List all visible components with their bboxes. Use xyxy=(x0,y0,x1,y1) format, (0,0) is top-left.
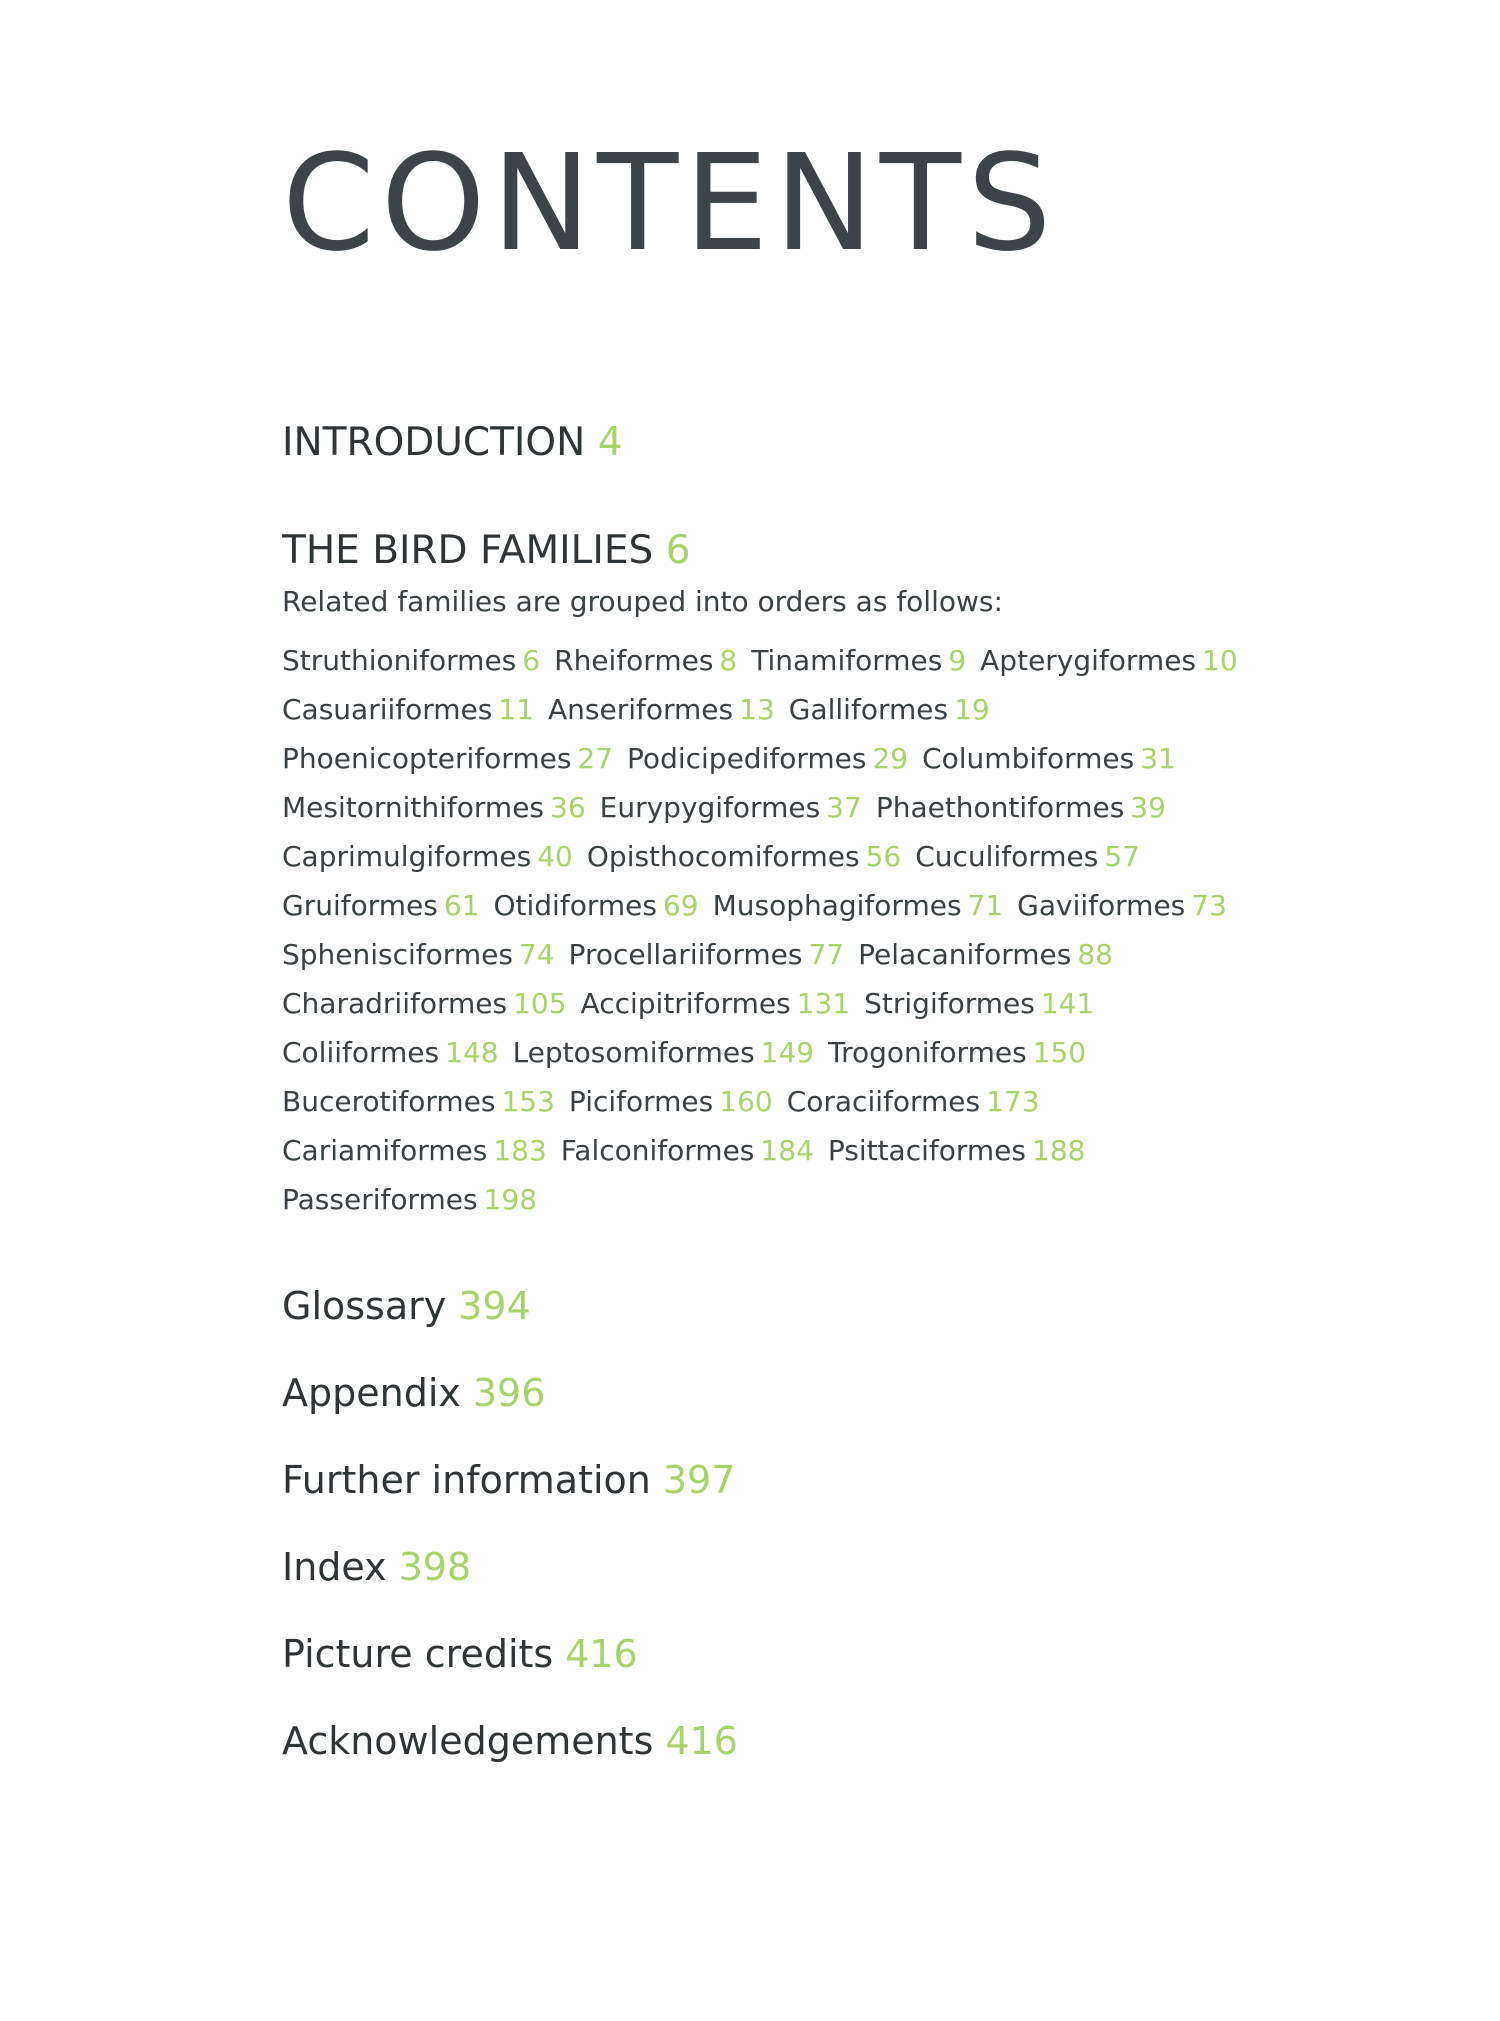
order-entry[interactable] xyxy=(627,742,908,775)
order-entry[interactable] xyxy=(864,987,1094,1020)
order-page-number: 31 xyxy=(1140,742,1176,775)
order-name: Gruiformes xyxy=(282,889,438,922)
back-matter-label: Acknowledgements xyxy=(282,1719,654,1763)
back-matter-entry[interactable] xyxy=(282,1455,738,1542)
order-line xyxy=(282,1175,1462,1224)
order-name: Podicipediformes xyxy=(627,742,867,775)
order-name: Accipitriformes xyxy=(580,987,791,1020)
order-name: Casuariiformes xyxy=(282,693,493,726)
order-line xyxy=(282,783,1462,832)
back-matter-page-number: 416 xyxy=(665,1719,738,1763)
order-entry[interactable] xyxy=(282,644,540,677)
order-page-number: 198 xyxy=(483,1183,538,1216)
order-line xyxy=(282,881,1462,930)
order-page-number: 6 xyxy=(522,644,541,677)
order-entry[interactable] xyxy=(587,840,901,873)
order-name: Rheiformes xyxy=(554,644,714,677)
order-entry[interactable] xyxy=(569,938,845,971)
order-entry[interactable] xyxy=(858,938,1113,971)
order-page-number: 183 xyxy=(493,1134,547,1167)
order-name: Sphenisciformes xyxy=(282,938,513,971)
order-page-number: 40 xyxy=(537,840,573,873)
back-matter-label: Index xyxy=(282,1545,387,1589)
order-name: Columbiformes xyxy=(922,742,1135,775)
order-name: Struthioniformes xyxy=(282,644,517,677)
order-name: Coraciiformes xyxy=(786,1085,981,1118)
order-name: Trogoniformes xyxy=(828,1036,1027,1069)
order-page-number: 160 xyxy=(719,1085,773,1118)
introduction-entry[interactable] xyxy=(282,420,623,465)
order-entry[interactable] xyxy=(282,938,555,971)
back-matter-page-number: 396 xyxy=(472,1371,546,1415)
order-line xyxy=(282,979,1462,1028)
back-matter-entry[interactable] xyxy=(282,1281,738,1368)
order-entry[interactable] xyxy=(513,1036,815,1069)
order-entry[interactable] xyxy=(282,889,479,922)
back-matter-page-number: 416 xyxy=(565,1632,638,1676)
order-line xyxy=(282,685,1462,734)
order-page-number: 69 xyxy=(662,889,699,922)
order-page-number: 105 xyxy=(513,987,567,1020)
order-entry[interactable] xyxy=(787,1085,1040,1118)
order-line xyxy=(282,832,1462,881)
order-name: Mesitornithiformes xyxy=(282,791,545,824)
order-page-number: 184 xyxy=(760,1134,814,1167)
order-name: Strigiformes xyxy=(864,987,1035,1020)
back-matter-label: Picture credits xyxy=(282,1632,554,1676)
introduction-page-number: 4 xyxy=(597,420,623,465)
back-matter-label: Further information xyxy=(282,1458,651,1502)
order-page-number: 27 xyxy=(577,742,614,775)
order-name: Charadriiformes xyxy=(282,987,508,1020)
order-name: Passeriformes xyxy=(282,1183,478,1216)
order-line xyxy=(282,734,1462,783)
order-page-number: 74 xyxy=(518,938,555,971)
order-entry[interactable] xyxy=(282,987,567,1020)
order-entry[interactable] xyxy=(581,987,851,1020)
order-entry[interactable] xyxy=(828,1036,1086,1069)
order-page-number: 173 xyxy=(986,1085,1040,1118)
order-entry[interactable] xyxy=(282,693,534,726)
bird-families-entry[interactable] xyxy=(282,528,691,573)
introduction-label: INTRODUCTION xyxy=(282,420,586,465)
page-title: CONTENTS xyxy=(282,127,1058,281)
order-page-number: 13 xyxy=(739,693,775,726)
order-page-number: 77 xyxy=(808,938,845,971)
order-page-number: 19 xyxy=(954,693,990,726)
back-matter-page-number: 398 xyxy=(398,1545,472,1589)
order-name: Tinamiformes xyxy=(751,644,943,677)
order-line xyxy=(282,930,1462,979)
order-page-number: 29 xyxy=(872,742,909,775)
order-name: Galliformes xyxy=(788,693,949,726)
order-entry[interactable] xyxy=(713,889,1004,922)
order-entry[interactable] xyxy=(548,693,775,726)
orders-list xyxy=(282,636,1462,1224)
order-entry[interactable] xyxy=(980,644,1238,677)
bird-families-page-number: 6 xyxy=(665,528,691,573)
order-line xyxy=(282,1126,1462,1175)
order-name: Phoenicopteriformes xyxy=(282,742,572,775)
order-page-number: 73 xyxy=(1191,889,1227,922)
order-name: Opisthocomiformes xyxy=(586,840,860,873)
order-entry[interactable] xyxy=(915,840,1140,873)
order-entry[interactable] xyxy=(282,840,573,873)
back-matter-list xyxy=(282,1281,738,1803)
order-entry[interactable] xyxy=(554,644,737,677)
order-page-number: 37 xyxy=(826,791,862,824)
order-name: Apterygiformes xyxy=(980,644,1197,677)
orders-subtitle: Related families are grouped into orders as follows: xyxy=(282,585,1003,618)
order-page-number: 61 xyxy=(443,889,480,922)
order-page-number: 141 xyxy=(1040,987,1095,1020)
order-page-number: 188 xyxy=(1032,1134,1086,1167)
order-page-number: 56 xyxy=(865,840,902,873)
order-line xyxy=(282,1077,1462,1126)
order-page-number: 150 xyxy=(1032,1036,1087,1069)
order-name: Eurypygiformes xyxy=(599,791,821,824)
back-matter-page-number: 397 xyxy=(662,1458,736,1502)
back-matter-page-number: 394 xyxy=(458,1284,531,1328)
order-entry[interactable] xyxy=(493,889,698,922)
order-page-number: 10 xyxy=(1202,644,1238,677)
order-name: Anseriformes xyxy=(548,693,734,726)
order-name: Musophagiformes xyxy=(712,889,962,922)
back-matter-label: Glossary xyxy=(282,1284,447,1328)
order-page-number: 36 xyxy=(550,791,586,824)
order-page-number: 39 xyxy=(1130,791,1166,824)
order-page-number: 149 xyxy=(760,1036,815,1069)
order-entry[interactable] xyxy=(1017,889,1227,922)
order-line xyxy=(282,636,1462,685)
back-matter-entry[interactable] xyxy=(282,1368,738,1455)
order-name: Bucerotiformes xyxy=(282,1085,496,1118)
back-matter-entry[interactable] xyxy=(282,1716,738,1803)
order-page-number: 8 xyxy=(719,644,738,677)
order-name: Procellariiformes xyxy=(568,938,803,971)
order-entry[interactable] xyxy=(922,742,1176,775)
order-entry[interactable] xyxy=(751,644,966,677)
order-page-number: 88 xyxy=(1077,938,1113,971)
order-entry[interactable] xyxy=(282,742,613,775)
order-name: Piciformes xyxy=(568,1085,714,1118)
order-entry[interactable] xyxy=(569,1085,773,1118)
order-name: Psittaciformes xyxy=(827,1134,1026,1167)
order-name: Leptosomiformes xyxy=(512,1036,755,1069)
order-entry[interactable] xyxy=(282,791,586,824)
order-entry[interactable] xyxy=(282,1183,537,1216)
order-name: Coliiformes xyxy=(282,1036,440,1069)
order-entry[interactable] xyxy=(828,1134,1086,1167)
order-name: Cariamiformes xyxy=(282,1134,488,1167)
order-name: Otidiformes xyxy=(493,889,657,922)
order-name: Gaviiformes xyxy=(1017,889,1186,922)
bird-families-label: THE BIRD FAMILIES xyxy=(282,528,654,573)
back-matter-label: Appendix xyxy=(282,1371,461,1415)
order-page-number: 153 xyxy=(501,1085,555,1118)
order-name: Caprimulgiformes xyxy=(282,840,532,873)
order-entry[interactable] xyxy=(282,1085,555,1118)
order-entry[interactable] xyxy=(789,693,990,726)
back-matter-entry[interactable] xyxy=(282,1629,738,1716)
order-name: Cuculiformes xyxy=(915,840,1099,873)
order-page-number: 148 xyxy=(445,1036,499,1069)
order-entry[interactable] xyxy=(282,1134,547,1167)
order-page-number: 131 xyxy=(796,987,851,1020)
order-page-number: 9 xyxy=(948,644,967,677)
order-entry[interactable] xyxy=(561,1134,814,1167)
order-line xyxy=(282,1028,1462,1077)
order-entry[interactable] xyxy=(600,791,862,824)
order-entry[interactable] xyxy=(876,791,1166,824)
order-name: Phaethontiformes xyxy=(875,791,1125,824)
order-entry[interactable] xyxy=(282,1036,499,1069)
order-name: Falconiformes xyxy=(560,1134,755,1167)
order-name: Pelacaniformes xyxy=(858,938,1072,971)
order-page-number: 57 xyxy=(1104,840,1140,873)
order-page-number: 11 xyxy=(498,693,535,726)
back-matter-entry[interactable] xyxy=(282,1542,738,1629)
order-page-number: 71 xyxy=(967,889,1004,922)
